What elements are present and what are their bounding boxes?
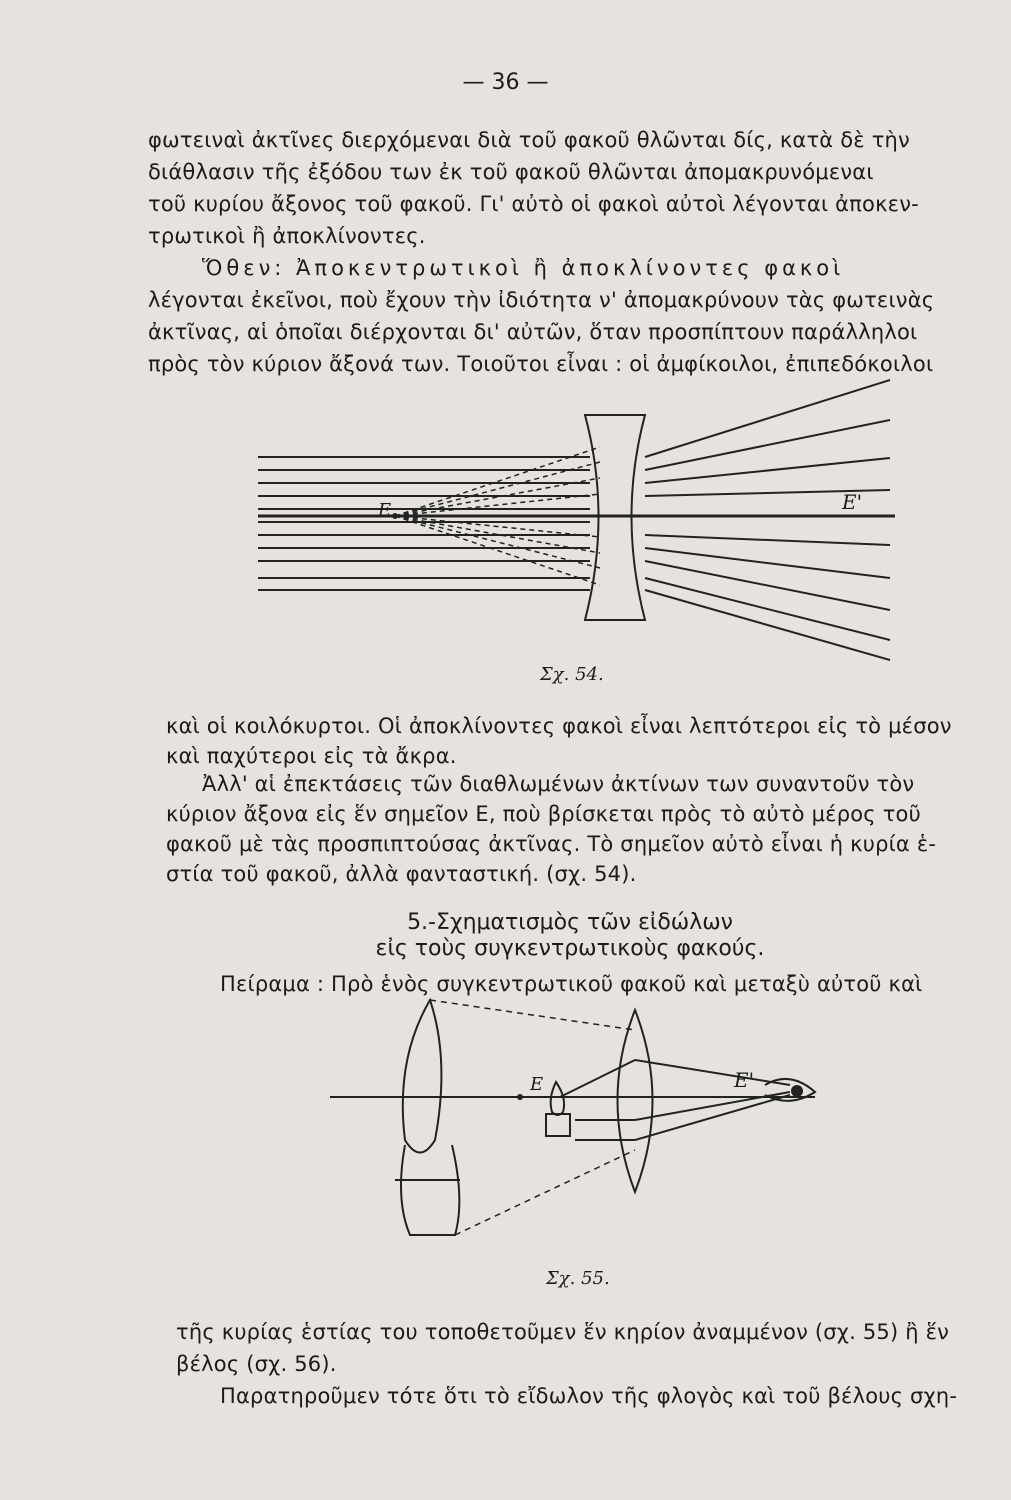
- text-line: φωτειναὶ ἀκτῖνες διερχόμεναι διὰ τοῦ φακοῦ θλῶνται δίς, κατὰ δὲ τὴν: [148, 128, 910, 152]
- ray-55: [560, 1060, 635, 1097]
- virtual-candle: [401, 1145, 459, 1235]
- real-flame: [551, 1082, 564, 1115]
- ray-55: [635, 1060, 790, 1085]
- refracted-ray: [645, 548, 890, 578]
- focus-point-55-E: [517, 1094, 523, 1100]
- text-line: φακοῦ μὲ τὰς προσπιπτούσας ἀκτῖνας. Τὸ σημεῖον αὐτὸ εἶναι ἡ κυρία ἑ-: [166, 832, 937, 856]
- figure-54-caption: Σχ. 54.: [540, 664, 604, 685]
- real-candle: [546, 1114, 570, 1136]
- ray-55: [635, 1095, 790, 1140]
- label-E-prime-55: E': [734, 1068, 755, 1092]
- text-line: στία τοῦ φακοῦ, ἀλλὰ φανταστική. (σχ. 54).: [166, 862, 637, 886]
- figure-55-caption: Σχ. 55.: [546, 1268, 610, 1289]
- label-E-prime: E': [842, 490, 863, 514]
- definition-heading: Ὅθεν: Ἀποκεντρωτικοὶ ἢ ἀποκλίνοντες φακοὶ: [202, 256, 845, 280]
- paragraph-6: Παρατηροῦμεν τότε ὅτι τὸ εἴδωλον τῆς φλογὸς καὶ τοῦ βέλους σχη-: [220, 1384, 958, 1408]
- text-line: πρὸς τὸν κύριον ἄξονά των. Τοιοῦτοι εἶναι : οἱ ἀμφίκοιλοι, ἐπιπεδόκοιλοι: [148, 352, 934, 376]
- extension-line: [395, 516, 600, 537]
- section-heading-line1: 5.-Σχηματισμὸς τῶν εἰδώλων: [407, 910, 733, 935]
- virtual-flame: [403, 1000, 442, 1153]
- text-line: ἀκτῖνας, αἱ ὁποῖαι διέρχονται δι' αὐτῶν, ὅταν προσπίπτουν παράλληλοι: [148, 320, 918, 344]
- eye-pupil: [792, 1086, 802, 1096]
- text-line: βέλος (σχ. 56).: [176, 1352, 337, 1376]
- label-E: E: [378, 500, 392, 521]
- text-line: κύριον ἄξονα εἰς ἕν σημεῖον Ε, ποὺ βρίσκεται πρὸς τὸ αὐτὸ μέρος τοῦ: [166, 802, 921, 826]
- text-line: καὶ παχύτεροι εἰς τὰ ἄκρα.: [166, 744, 457, 768]
- virtual-ray-extension: [430, 1000, 635, 1030]
- text-line: τοῦ κυρίου ἄξονος τοῦ φακοῦ. Γι' αὐτὸ οἱ φακοὶ αὐτοὶ λέγονται ἀποκεν-: [148, 192, 919, 216]
- lens-biconvex: [618, 1010, 653, 1192]
- extension-line: [395, 494, 600, 516]
- text-line: Ἀλλ' αἱ ἐπεκτάσεις τῶν διαθλωμένων ἀκτίνων των συναντοῦν τὸν: [202, 772, 915, 796]
- experiment-label: Πείραμα: [220, 972, 311, 996]
- label-E-55: E: [530, 1074, 544, 1095]
- text-line: τρωτικοὶ ἢ ἀποκλίνοντες.: [148, 224, 426, 248]
- text-line: λέγονται ἐκεῖνοι, ποὺ ἔχουν τὴν ἰδιότητα ν' ἀπομακρύνουν τὰς φωτεινὰς: [148, 288, 935, 312]
- experiment-line: [220, 972, 922, 996]
- experiment-text: : Πρὸ ἑνὸς συγκεντρωτικοῦ φακοῦ καὶ μεταξὺ αὐτοῦ καὶ: [310, 972, 923, 996]
- virtual-ray-extension: [455, 1150, 635, 1235]
- focus-point-E: [392, 513, 398, 519]
- text-line: καὶ οἱ κοιλόκυρτοι. Οἱ ἀποκλίνοντες φακοὶ εἶναι λεπτότεροι εἰς τὸ μέσον: [166, 714, 952, 738]
- refracted-ray: [645, 561, 890, 610]
- text-line: τῆς κυρίας ἑστίας του τοποθετοῦμεν ἕν κηρίον ἀναμμένον (σχ. 55) ἢ ἕν: [176, 1320, 950, 1344]
- text-line: διάθλασιν τῆς ἐξόδου των ἐκ τοῦ φακοῦ θλῶνται ἀπομακρυνόμεναι: [148, 160, 874, 184]
- refracted-ray: [645, 578, 890, 640]
- section-heading-line2: εἰς τοὺς συγκεντρωτικοὺς φακούς.: [375, 936, 765, 961]
- page-number: — 36 —: [462, 70, 549, 95]
- refracted-ray: [645, 590, 890, 660]
- refracted-ray: [645, 535, 890, 545]
